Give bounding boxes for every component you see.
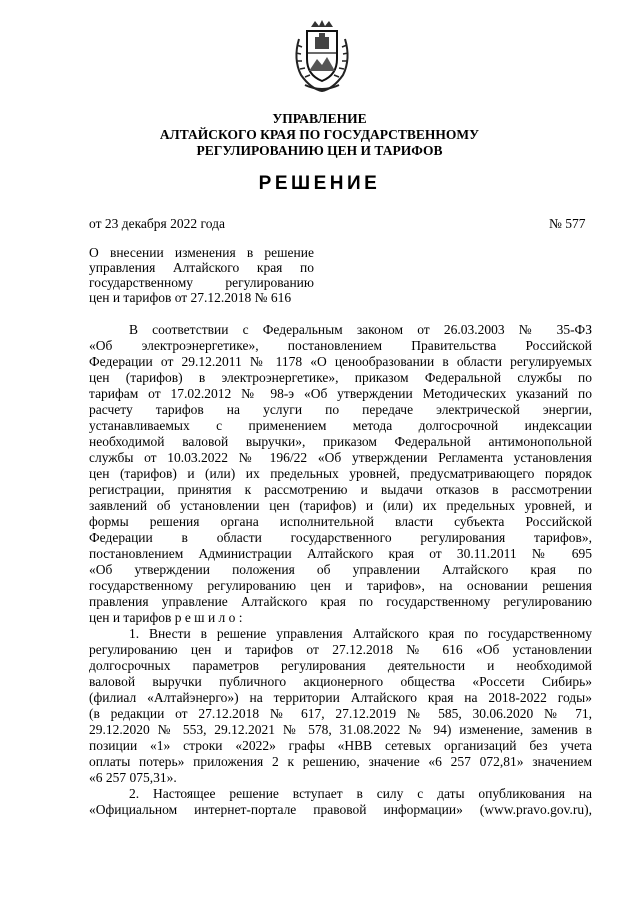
body-line: регистрации, принятия к рассмотрению и выдачи отказов в рассмотрении bbox=[89, 482, 592, 497]
body-line: 1. Внести в решение управления Алтайского края по государственному bbox=[129, 626, 592, 641]
body-line: Федерации в области государственного регулирования тарифов», bbox=[89, 530, 592, 545]
body-line: (филиал «Алтайэнерго») на территории Алтайского края на 2018-2022 годы» bbox=[89, 690, 592, 705]
subject-line: О внесении изменения в решение bbox=[89, 245, 314, 260]
body-line: расчету тарифов на услуги по передаче электрической энергии, bbox=[89, 402, 592, 417]
body-line: долгосрочных параметров регулирования деятельности и необходимой bbox=[89, 658, 592, 673]
body-line: необходимой валовой выручки», приказом Федеральной антимонопольной bbox=[89, 434, 592, 449]
body-line: оплаты потерь» приложения 2 к решению, значение «6 257 072,81» значением bbox=[89, 754, 592, 769]
document-subject bbox=[89, 245, 314, 305]
body-line: заявлений об установлении цен (тарифов) и (или) их предельных уровней, и bbox=[89, 498, 592, 513]
body-line: «Об утверждении положения об управлении Алтайского края по bbox=[89, 562, 592, 577]
document-number: № 577 bbox=[549, 216, 586, 231]
body-line: службы от 10.03.2022 № 196/22 «Об утверждении Регламента установления bbox=[89, 450, 592, 465]
document-type: РЕШЕНИЕ bbox=[258, 173, 381, 194]
body-line: «6 257 075,31». bbox=[89, 770, 177, 785]
body-line: В соответствии с Федеральным законом от 26.03.2003 № 35-ФЗ bbox=[129, 322, 592, 337]
body-line: «Официальном интернет-портале правовой информации» (www.pravo.gov.ru), bbox=[89, 802, 592, 817]
document-body bbox=[89, 322, 592, 818]
body-line: валовой выручки публичного акционерного общества «Россети Сибирь» bbox=[89, 674, 592, 689]
body-line: регулированию цен и тарифов от 27.12.2018 № 616 «Об установлении bbox=[89, 642, 592, 657]
body-line: 2. Настоящее решение вступает в силу с даты опубликования на bbox=[129, 786, 592, 801]
body-line: «Об электроэнергетике», постановлением Правительства Российской bbox=[89, 338, 592, 353]
body-line: формы решения органа исполнительной власти субъекта Российской bbox=[89, 514, 592, 529]
body-line: тарифам от 17.02.2012 № 98-э «Об утверждении Методических указаний по bbox=[89, 386, 592, 401]
document-date: от 23 декабря 2022 года bbox=[89, 216, 225, 231]
subject-line: управления Алтайского края по bbox=[89, 260, 314, 275]
authority-title-line-1: УПРАВЛЕНИЕ bbox=[272, 111, 367, 126]
body-line: (в редакции от 27.12.2018 № 617, 27.12.2019 № 585, 30.06.2020 № 71, bbox=[89, 706, 592, 721]
authority-title-line-2: АЛТАЙСКОГО КРАЯ ПО ГОСУДАРСТВЕННОМУ bbox=[159, 127, 480, 142]
subject-line: цен и тарифов от 27.12.2018 № 616 bbox=[89, 290, 292, 305]
body-line: постановлением Администрации Алтайского края от 30.11.2011 № 695 bbox=[89, 546, 592, 561]
body-line: цен (тарифов) и (или) их предельных уровней, предусматривающего порядок bbox=[89, 466, 592, 481]
coat-of-arms-icon bbox=[291, 19, 353, 93]
body-line: цен и тарифов р е ш и л о : bbox=[89, 610, 243, 625]
subject-line: государственному регулированию bbox=[89, 275, 314, 290]
body-line: 29.12.2020 № 553, 29.12.2021 № 578, 31.08.2022 № 94) изменение, заменив в bbox=[89, 722, 592, 737]
body-line: цен (тарифов) в электроэнергетике», приказом Федеральной службы по bbox=[89, 370, 592, 385]
body-line: Федерации от 29.12.2011 № 1178 «О ценообразовании в области регулируемых bbox=[89, 354, 592, 369]
body-line: правления управление Алтайского края по государственному регулированию bbox=[89, 594, 592, 609]
body-line: устанавливаемых с применением метода долгосрочной индексации bbox=[89, 418, 592, 433]
body-line: позиции «1» строки «2022» графы «НВВ сетевых организаций без учета bbox=[89, 738, 592, 753]
authority-title-line-3: РЕГУЛИРОВАНИЮ ЦЕН И ТАРИФОВ bbox=[196, 143, 443, 158]
body-line: государственному регулированию цен и тарифов», на основании решения bbox=[89, 578, 592, 593]
